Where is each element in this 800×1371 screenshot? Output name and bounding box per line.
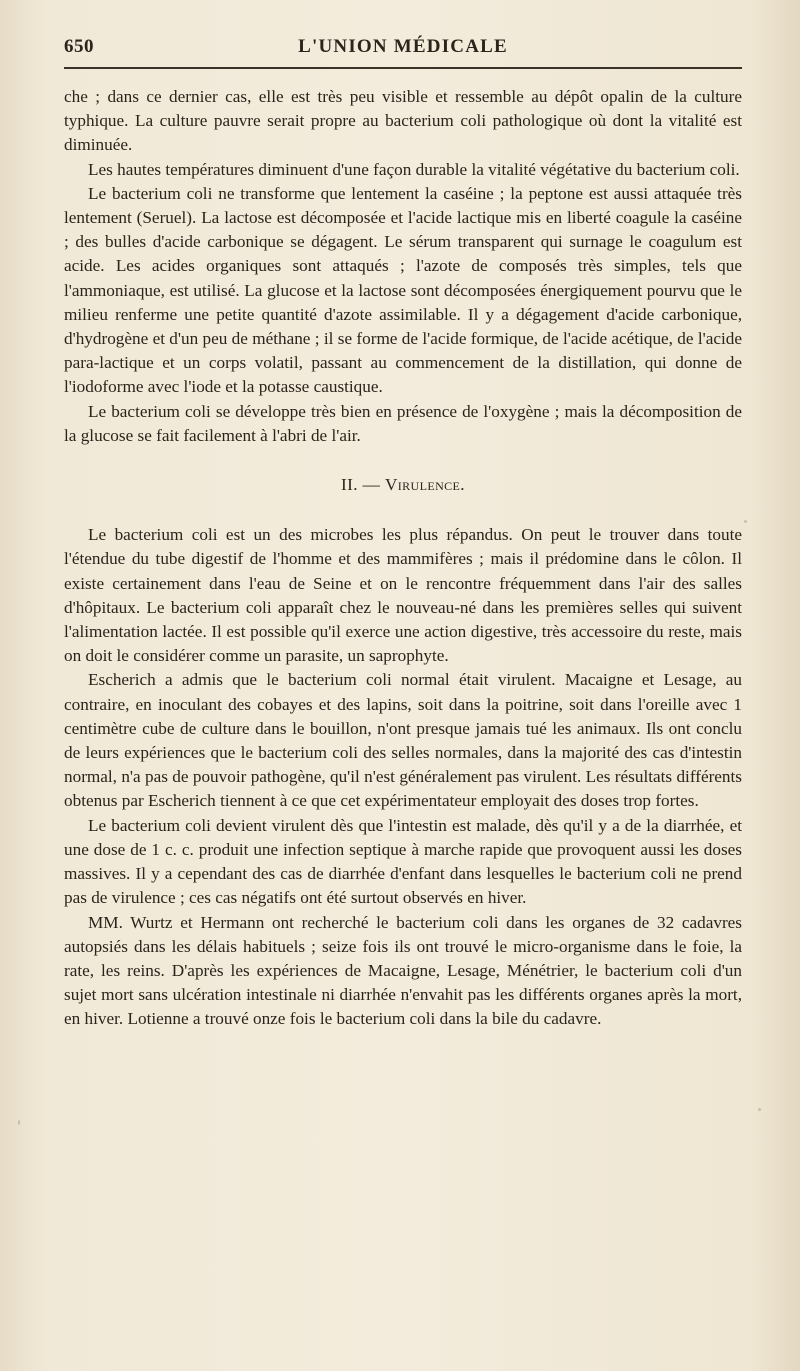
section-title: Virulence.	[384, 475, 465, 495]
paper-speck	[18, 1120, 20, 1125]
section-number: II. —	[341, 475, 381, 495]
paragraph: Les hautes températures diminuent d'une façon durable la vitalité végétative du bacterium coli.	[88, 159, 740, 179]
paragraph: Le bacterium coli se développe très bien en présence de l'oxygène ; mais la décomposition de la glucose se fait facilement à l'abri de l'air.	[64, 401, 742, 445]
paragraph: Le bacterium coli est un des microbes les plus répandus. On peut le trouver dans toute l'étendue du tube digestif de l'homme et des mammifères ; mais il prédomine dans le côlon. Il existe certainement dans l'eau de Seine et on le rencontre fréquemment dans l'air des salles d'hôpitaux. Le bacterium coli apparaît chez le nouveau-né dans les premières selles qui suivent l'alimentation lactée. Il est possible qu'il exerce une action digestive, très accessoire du reste, mais on doit le considérer comme un parasite, un saprophyte.	[64, 525, 742, 666]
header-rule	[64, 67, 742, 69]
paragraph: che ; dans ce dernier cas, elle est très peu visible et ressemble au dépôt opalin de la culture typhique. La culture pauvre serait propre au bacterium coli pathologique où dont la vitalité est diminuée.	[64, 87, 742, 155]
page-number: 650	[64, 36, 94, 57]
paper-speck	[744, 520, 747, 523]
article-body	[64, 85, 742, 1032]
paragraph: Le bacterium coli ne transforme que lentement la caséine ; la peptone est aussi attaquée très lentement (Seruel). La lactose est décomposée et l'acide lactique mis en liberté coagule la caséine ; des bulles d'acide carbonique se dégagent. Le sérum transparent qui surnage le coagulum est acide. Les acides organiques sont attaqués ; l'azote de composés très simples, tels que l'ammoniaque, est utilisé. La glucose et la lactose sont décomposées énergiquement pourvu que le milieu renferme une petite quantité d'azote assimilable. Il y a dégagement d'acide carbonique, d'hydrogène et d'un peu de méthane ; il se forme de l'acide formique, de l'acide acétique, de l'acide para-lactique et un corps volatil, passant au commencement de la distillation, qui donne de l'iodoforme avec l'iode et la potasse caustique.	[64, 183, 742, 397]
paragraph: Le bacterium coli devient virulent dès que l'intestin est malade, dès qu'il y a de la diarrhée, et une dose de 1 c. c. produit une infection septique à marche rapide que provoquent aussi les doses massives. Il y a cependant des cas de diarrhée d'enfant dans lesquelles le bacterium coli ne prend pas de virulence ; ces cas négatifs ont été surtout observés en hiver.	[64, 815, 742, 908]
paragraph: Escherich a admis que le bacterium coli normal était virulent. Macaigne et Lesage, au contraire, en inoculant des cobayes et des lapins, soit dans la poitrine, soit dans l'oreille avec 1 centimètre cube de culture dans le bouillon, n'ont presque jamais tué les animaux. Ils ont conclu de leurs expériences que le bacterium coli des selles normales, dans la majorité des cas d'intestin normal, n'a pas de pouvoir pathogène, qu'il n'est généralement pas virulent. Les résultats différents obtenus par Escherich tiennent à ce que cet expérimentateur employait des doses trop fortes.	[64, 670, 742, 811]
paper-speck	[758, 1108, 761, 1111]
section-heading	[64, 473, 742, 497]
paragraph: MM. Wurtz et Hermann ont recherché le bacterium coli dans les organes de 32 cadavres autopsiés dans les délais habituels ; seize fois ils ont trouvé le micro-organisme dans le foie, la rate, les reins. D'après les expériences de Macaigne, Lesage, Ménétrier, le bacterium coli d'un sujet mort sans ulcération intestinale ni diarrhée n'envahit pas les différents organes après la mort, en hiver. Lotienne a trouvé onze fois le bacterium coli dans la bile du cadavre.	[64, 912, 742, 1029]
page-header	[64, 36, 742, 68]
running-title: L'UNION MÉDICALE	[298, 36, 508, 57]
